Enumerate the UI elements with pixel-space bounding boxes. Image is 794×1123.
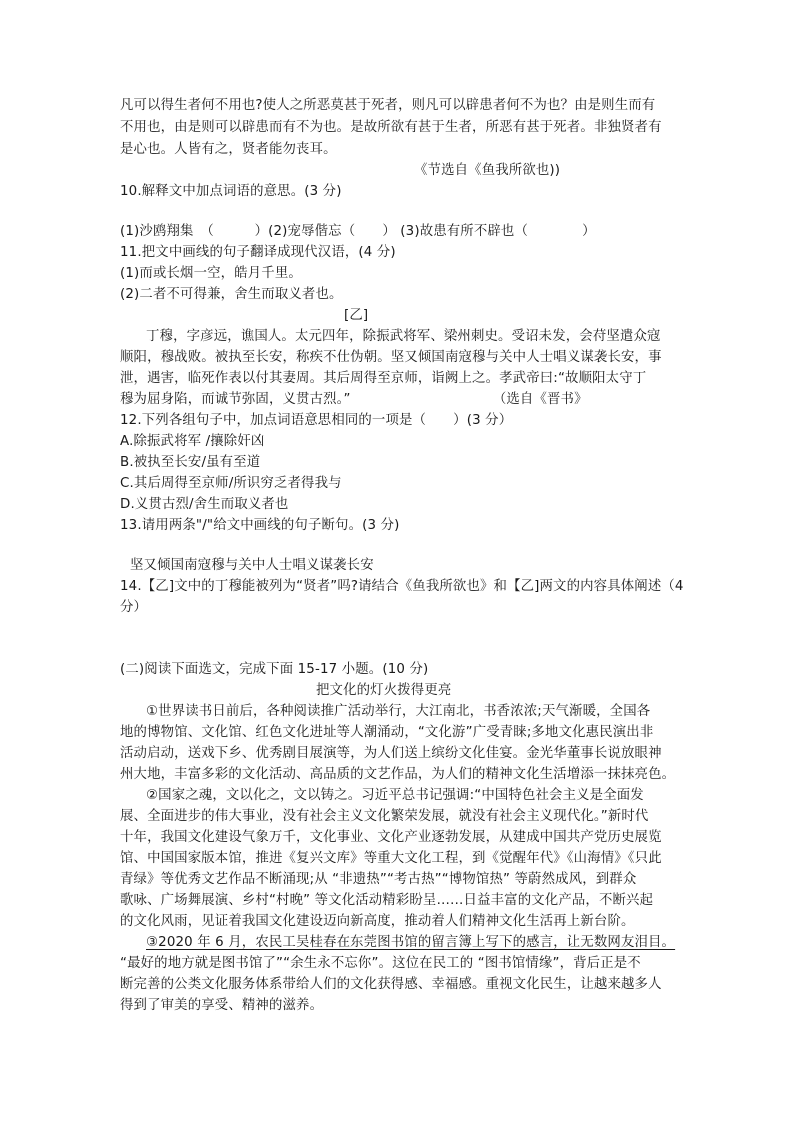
question-11-item: (1)而或长烟一空，皓月千里。: [120, 266, 302, 281]
paragraph-1-line: 地的博物馆、文化馆、红色文化进址等人潮涌动，“文化游”广受青睐;多地文化惠民演出非: [120, 725, 654, 740]
section-2-instruction: (二)阅读下面选文，完成下面 15-17 小题。(10 分): [120, 662, 429, 677]
question-10-blanks: (1)沙鸥翔集 （ ）(2)宠辱偕忘（ ） (3)故患有所不辟也（ ）: [120, 224, 596, 239]
paragraph-2-line: 歌咏、广场舞展演、乡村“村晚” 等文化活动精彩盼呈……日益丰富的文化产品，不断兴起: [120, 893, 654, 908]
paragraph-2-line: 十年，我国文化建设气象万千，文化事业、文化产业逐勃发展，从建成中国共产党历史展览: [120, 830, 662, 845]
question-10-stem: 10.解释文中加点词语的意思。(3 分): [120, 184, 342, 199]
paragraph-3-line: “最好的地方就是图书馆了”“余生永不忘你”。这位在民工的 “图书馆情缘”，背后正是不: [120, 956, 641, 971]
question-11-stem: 11.把文中画线的句子翻译成现代汉语，(4 分): [120, 245, 396, 260]
paragraph-2-line: 馆、中国国家版本馆，推进《复兴文库》等重大文化工程，到《觉醒年代》《山海情》《只此: [120, 851, 662, 866]
passage-b-line: 泄，遇害，临死作表以付其妻周。其后周得至京师，诣阙上之。孝武帝曰:“故顺阳太守丁: [120, 371, 647, 386]
passage-b-heading: [乙]: [344, 308, 369, 323]
question-14-line: 14.【乙]文中的丁穆能被列为“贤者”吗?请结合《鱼我所欲也》和【乙]两文的内容具体阐述（4: [120, 579, 684, 594]
passage-b-line: 穆为屈身陷，而诚节弥固，义贯古烈。” （选自《晋书》: [120, 392, 588, 407]
question-12-stem: 12.下列各组句子中，加点词语意思相同的一项是（ ）(3 分）: [120, 413, 513, 428]
paragraph-2-line: 展、全面进步的伟大事业，没有社会主义文化繁荣发展，就没有社会主义现代化。”新时代: [120, 809, 649, 824]
passage-b-line: 顺阳，穆战败。被执至长安，称疾不仕伪朝。坚又倾国南寇穆与关中人士唱义谋袭长安，事: [120, 350, 662, 365]
passage-b-line: 丁穆，字彦远，谯国人。太元四年，除振武将军、梁州刺史。受诏未发，会苻坚遣众寇: [146, 329, 661, 344]
paragraph-2-line: 青绿》等优秀文艺作品不断涌现;从 “非遗热”“考古热”“博物馆热” 等蔚然成风，到群众: [120, 872, 637, 887]
question-12-option-c: C.其后周得至京师/所识穷乏者得我与: [120, 476, 342, 491]
question-11-item: (2)二者不可得兼，舍生而取义者也。: [120, 287, 343, 302]
paragraph-1-line: 州大地，丰富多彩的文化活动、高品质的文艺作品，为人们的精神文化生活增添一抹抹亮色。: [120, 767, 676, 782]
question-13-stem: 13.请用两条"/"给文中画线的句子断句。(3 分): [120, 518, 400, 533]
paragraph-1-line: ①世界读书日前后，各种阅读推广活动举行，大江南北，书香浓浓;天气渐暖，全国各: [146, 704, 651, 719]
question-13-sentence: 坚又倾国南寇穆与关中人士唱义谋袭长安: [130, 558, 374, 573]
question-14-line: 分）: [120, 600, 148, 615]
passage-a-source: 《节选自《鱼我所欲也)): [414, 163, 561, 178]
question-12-option-a: A.除振武将军 /攘除奸凶: [120, 434, 265, 449]
question-12-option-b: B.被执至长安/虽有至道: [120, 455, 261, 470]
passage-a-line: 不用也，由是则可以辟患而有不为也。是故所欲有甚于生者，所恶有甚于死者。非独贤者有: [120, 120, 662, 135]
article-title: 把文化的灯火拨得更亮: [316, 683, 452, 698]
paragraph-2-line: ②国家之魂，文以化之，文以铸之。习近平总书记强调:“中国特色社会主义是全面发: [146, 788, 644, 803]
paragraph-3-line: 断完善的公类文化服务体系带给人们的文化获得感、幸福感。重视文化民生，让越来越多人: [120, 977, 662, 992]
paragraph-3-line: 得到了审美的享受、精神的滋养。: [120, 998, 324, 1013]
paragraph-1-line: 活动启动，送戏下乡、优秀剧目展演等，为人们送上缤纷文化佳宴。金光华董事长说放眼神: [120, 746, 662, 761]
paragraph-3-underlined-line: ③2020 年 6 月，农民工吴桂春在东莞图书馆的留言簿上写下的感言，让无数网友泪目。: [146, 935, 676, 950]
passage-a-line: 凡可以得生者何不用也?使人之所恶莫甚于死者，则凡可以辟患者何不为也？由是则生而有: [120, 98, 656, 113]
paragraph-2-line: 的文化风雨，见证着我国文化建设迈向新高度，推动着人们精神文化生活再上新台阶。: [120, 914, 635, 929]
question-12-option-d: D.义贯古烈/舍生而取义者也: [120, 497, 289, 512]
passage-a-line: 是心也。人皆有之，贤者能勿丧耳。: [120, 142, 337, 157]
